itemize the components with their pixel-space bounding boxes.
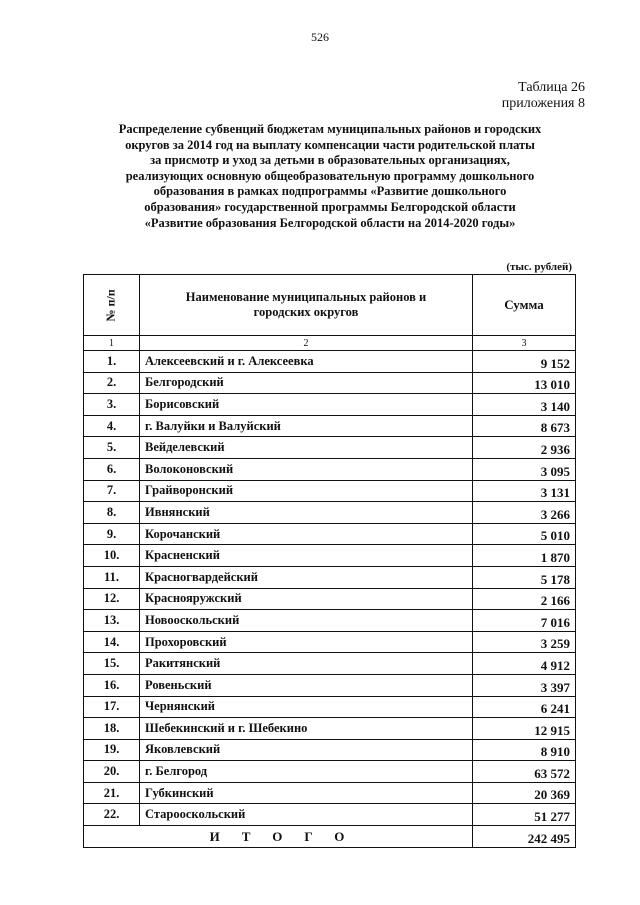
row-amount: 5 178 — [473, 566, 576, 588]
column-index: 2 — [140, 336, 473, 351]
title-line: Распределение субвенций бюджетам муниципальных районов и городских — [118, 122, 542, 136]
row-number: 20. — [84, 761, 140, 783]
row-district-name: Волоконовский — [140, 458, 473, 480]
row-amount: 3 397 — [473, 674, 576, 696]
table-row — [84, 696, 576, 718]
row-district-name: Белгородский — [140, 372, 473, 394]
title-line: округов за 2014 год на выплату компенсации части родительской платы — [125, 137, 535, 152]
row-amount: 63 572 — [473, 761, 576, 783]
row-district-name: Яковлевский — [140, 739, 473, 761]
row-amount: 3 140 — [473, 394, 576, 416]
total-label: ИТОГО — [84, 826, 473, 848]
column-index-row — [84, 336, 576, 351]
row-number: 7. — [84, 480, 140, 502]
row-amount: 7 016 — [473, 610, 576, 632]
row-number: 21. — [84, 782, 140, 804]
row-amount: 1 870 — [473, 545, 576, 567]
row-number: 22. — [84, 804, 140, 826]
units-label: (тыс. рублей) — [506, 261, 572, 273]
row-district-name: Корочанский — [140, 523, 473, 545]
row-district-name: Шебекинский и г. Шебекино — [140, 718, 473, 740]
title-line: за присмотр и уход за детьми в образовательных организациях, — [150, 153, 510, 168]
row-district-name: Борисовский — [140, 394, 473, 416]
row-number: 18. — [84, 718, 140, 740]
table-row — [84, 782, 576, 804]
table-row — [84, 739, 576, 761]
row-number: 8. — [84, 502, 140, 524]
row-amount: 12 915 — [473, 718, 576, 740]
table-row — [84, 394, 576, 416]
row-district-name: Губкинский — [140, 782, 473, 804]
column-index: 1 — [84, 336, 140, 351]
title-line: реализующих основную общеобразовательную программу дошкольного — [125, 168, 535, 183]
row-amount: 6 241 — [473, 696, 576, 718]
row-number: 1. — [84, 351, 140, 373]
row-district-name: Красненский — [140, 545, 473, 567]
row-amount: 8 910 — [473, 739, 576, 761]
row-district-name: Ракитянский — [140, 653, 473, 675]
table-row — [84, 761, 576, 783]
row-district-name: Вейделевский — [140, 437, 473, 459]
row-district-name: Чернянский — [140, 696, 473, 718]
row-number: 4. — [84, 415, 140, 437]
table-row — [84, 502, 576, 524]
table-row — [84, 718, 576, 740]
table-row — [84, 372, 576, 394]
appendix-reference — [460, 80, 585, 112]
row-amount: 2 166 — [473, 588, 576, 610]
table-row — [84, 545, 576, 567]
row-number: 11. — [84, 566, 140, 588]
row-number: 3. — [84, 394, 140, 416]
appendix-table-label: Таблица 26 — [518, 80, 585, 95]
row-number: 2. — [84, 372, 140, 394]
table-row — [84, 631, 576, 653]
row-number: 14. — [84, 631, 140, 653]
table-row — [84, 415, 576, 437]
document-title — [80, 122, 580, 231]
table-row — [84, 566, 576, 588]
column-header-name: Наименование муниципальных районов и городских округов — [140, 275, 473, 336]
table-row — [84, 588, 576, 610]
row-district-name: Новооскольский — [140, 610, 473, 632]
row-district-name: Ровеньский — [140, 674, 473, 696]
title-line: образования в рамках подпрограммы «Развитие дошкольного — [153, 184, 507, 199]
column-header-sum: Сумма — [473, 275, 576, 336]
total-amount: 242 495 — [473, 826, 576, 848]
subvention-table — [83, 274, 576, 848]
row-number: 10. — [84, 545, 140, 567]
column-header-number — [84, 275, 140, 336]
row-district-name: Алексеевский и г. Алексеевка — [140, 351, 473, 373]
column-header-number-text: № п/п — [103, 288, 118, 322]
page-number: 526 — [311, 30, 329, 44]
row-number: 5. — [84, 437, 140, 459]
row-district-name: Краснояружский — [140, 588, 473, 610]
row-amount: 4 912 — [473, 653, 576, 675]
row-amount: 51 277 — [473, 804, 576, 826]
table-row — [84, 437, 576, 459]
table-header-row — [84, 275, 576, 336]
row-number: 9. — [84, 523, 140, 545]
row-number: 6. — [84, 458, 140, 480]
table-row — [84, 804, 576, 826]
table-row — [84, 480, 576, 502]
appendix-annex-label: приложения 8 — [501, 96, 585, 111]
row-amount: 3 259 — [473, 631, 576, 653]
row-amount: 20 369 — [473, 782, 576, 804]
column-index: 3 — [473, 336, 576, 351]
row-number: 12. — [84, 588, 140, 610]
row-district-name: Прохоровский — [140, 631, 473, 653]
table-body — [84, 351, 576, 826]
table-row — [84, 674, 576, 696]
table-row — [84, 653, 576, 675]
row-amount: 5 010 — [473, 523, 576, 545]
row-number: 19. — [84, 739, 140, 761]
row-amount: 3 095 — [473, 458, 576, 480]
row-amount: 3 131 — [473, 480, 576, 502]
row-district-name: Старооскольский — [140, 804, 473, 826]
row-district-name: Красногвардейский — [140, 566, 473, 588]
title-line: «Развитие образования Белгородской области на 2014-2020 годы» — [144, 215, 516, 230]
title-line: образования» государственной программы Белгородской области — [144, 199, 516, 214]
table-row — [84, 458, 576, 480]
row-amount: 2 936 — [473, 437, 576, 459]
row-district-name: Грайворонский — [140, 480, 473, 502]
row-number: 13. — [84, 610, 140, 632]
row-number: 15. — [84, 653, 140, 675]
row-district-name: Ивнянский — [140, 502, 473, 524]
table-row — [84, 351, 576, 373]
row-amount: 8 673 — [473, 415, 576, 437]
row-amount: 9 152 — [473, 351, 576, 373]
table-row — [84, 610, 576, 632]
row-amount: 3 266 — [473, 502, 576, 524]
row-number: 17. — [84, 696, 140, 718]
row-amount: 13 010 — [473, 372, 576, 394]
row-district-name: г. Валуйки и Валуйский — [140, 415, 473, 437]
table-row — [84, 523, 576, 545]
total-row — [84, 826, 576, 848]
row-district-name: г. Белгород — [140, 761, 473, 783]
row-number: 16. — [84, 674, 140, 696]
